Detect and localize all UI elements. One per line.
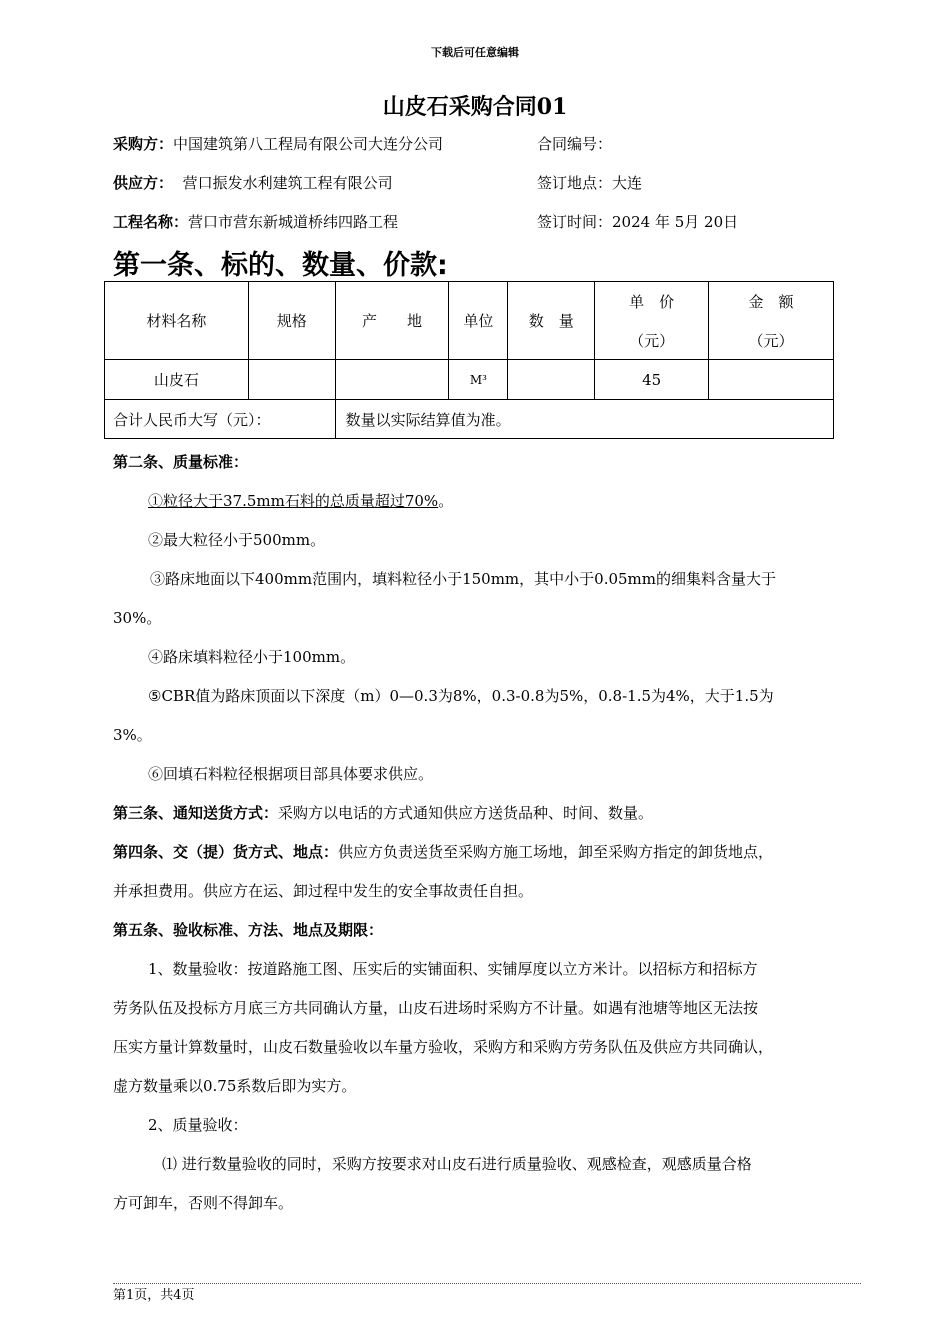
th-amount-label: 金 额	[748, 292, 794, 311]
article4-cont: 并承担费用。供应方在运、卸过程中发生的安全事故责任自担。	[113, 882, 534, 900]
supplier-value: 营口振发水利建筑工程有限公司	[182, 174, 393, 192]
article3	[113, 802, 653, 823]
quality-5: ⑤CBR值为路床顶面以下深度（m）0—0.3为8%，0.3-0.8为5%，0.8-1.5为4%，大于1.5为	[148, 687, 774, 705]
quality-1-text: ①粒径大于37.5mm石料的总质量超过70%	[148, 492, 439, 510]
header-note: 下载后可任意编辑	[431, 46, 519, 59]
article5-line-6: ⑴ 进行数量验收的同时，采购方按要求对山皮石进行质量验收、观感检查，观感质量合格	[162, 1155, 752, 1173]
quality-3-cont: 30%。	[113, 609, 162, 627]
article5-line-1: 1、数量验收：按道路施工图、压实后的实铺面积、实铺厚度以立方米计。以招标方和招标方	[148, 960, 758, 978]
article2-title: 第二条、质量标准：	[113, 453, 249, 471]
article5-line-3: 压实方量计算数量时，山皮石数量验收以车量方验收，采购方和采购方劳务队伍及供应方共同确认，	[113, 1038, 774, 1056]
cell-spec	[248, 360, 335, 400]
sign-time-row	[537, 211, 738, 232]
th-unit-price	[595, 282, 709, 360]
article5-line-4: 虚方数量乘以0.75系数后即为实方。	[113, 1077, 357, 1095]
sign-place-label: 签订地点：	[537, 174, 613, 192]
project-label: 工程名称：	[113, 213, 189, 231]
supplier-label: 供应方：	[113, 174, 174, 192]
cell-unit-price: 45	[595, 360, 709, 400]
total-value: 数量以实际结算值为准。	[335, 400, 833, 439]
contract-no: 合同编号：	[537, 135, 613, 153]
quality-5-cont: 3%。	[113, 726, 152, 744]
article4-text: 供应方负责送货至采购方施工场地，卸至采购方指定的卸货地点，	[338, 843, 774, 861]
th-unit-price-unit: （元）	[629, 331, 675, 350]
article1-title: 第一条、标的、数量、价款:	[113, 250, 448, 281]
th-spec: 规格	[248, 282, 335, 360]
buyer-row	[113, 133, 443, 154]
article5-line-7: 方可卸车，否则不得卸车。	[113, 1194, 294, 1212]
article5-title: 第五条、验收标准、方法、地点及期限：	[113, 921, 384, 939]
cell-unit: M³	[449, 360, 508, 400]
sign-place-value: 大连	[612, 174, 643, 192]
cell-amount	[709, 360, 834, 400]
cell-quantity	[508, 360, 595, 400]
buyer-value: 中国建筑第八工程局有限公司大连分公司	[173, 135, 444, 153]
sign-time-label: 签订时间：	[537, 213, 613, 231]
buyer-label: 采购方：	[113, 135, 174, 153]
th-origin: 产 地	[335, 282, 449, 360]
contract-title: 山皮石采购合同01	[382, 94, 568, 120]
quality-1-end: 。	[438, 492, 454, 510]
th-unit: 单位	[449, 282, 508, 360]
sign-place-row	[537, 172, 642, 193]
sign-time-value: 2024 年 5月 20日	[612, 213, 739, 231]
page-footer: 第1页，共4页	[113, 1288, 195, 1303]
th-amount	[709, 282, 834, 360]
total-label: 合计人民币大写（元）：	[105, 400, 336, 439]
quality-3: ③路床地面以下400mm范围内，填料粒径小于150mm，其中小于0.05mm的细集料含量大于	[150, 570, 777, 588]
price-table	[104, 281, 834, 439]
article5-line-5: 2、质量验收：	[148, 1116, 248, 1134]
quality-6: ⑥回填石料粒径根据项目部具体要求供应。	[148, 765, 434, 783]
th-amount-unit: （元）	[748, 331, 794, 350]
cell-material: 山皮石	[105, 360, 249, 400]
article4-title: 第四条、交（提）货方式、地点：	[113, 843, 339, 861]
th-quantity: 数 量	[508, 282, 595, 360]
project-row	[113, 211, 398, 232]
quality-4: ④路床填料粒径小于100mm。	[148, 648, 356, 666]
th-unit-price-label: 单 价	[629, 292, 675, 311]
project-value: 营口市营东新城道桥纬四路工程	[188, 213, 399, 231]
th-material: 材料名称	[105, 282, 249, 360]
quality-1	[148, 490, 453, 511]
article3-text: 采购方以电话的方式通知供应方送货品种、时间、数量。	[278, 804, 654, 822]
supplier-row	[113, 172, 393, 193]
footer-rule	[113, 1283, 861, 1284]
article5-line-2: 劳务队伍及投标方月底三方共同确认方量，山皮石进场时采购方不计量。如遇有池塘等地区无法按	[113, 999, 759, 1017]
article3-title: 第三条、通知送货方式：	[113, 804, 279, 822]
article4	[113, 841, 773, 862]
quality-2: ②最大粒径小于500mm。	[148, 531, 326, 549]
cell-origin	[335, 360, 449, 400]
